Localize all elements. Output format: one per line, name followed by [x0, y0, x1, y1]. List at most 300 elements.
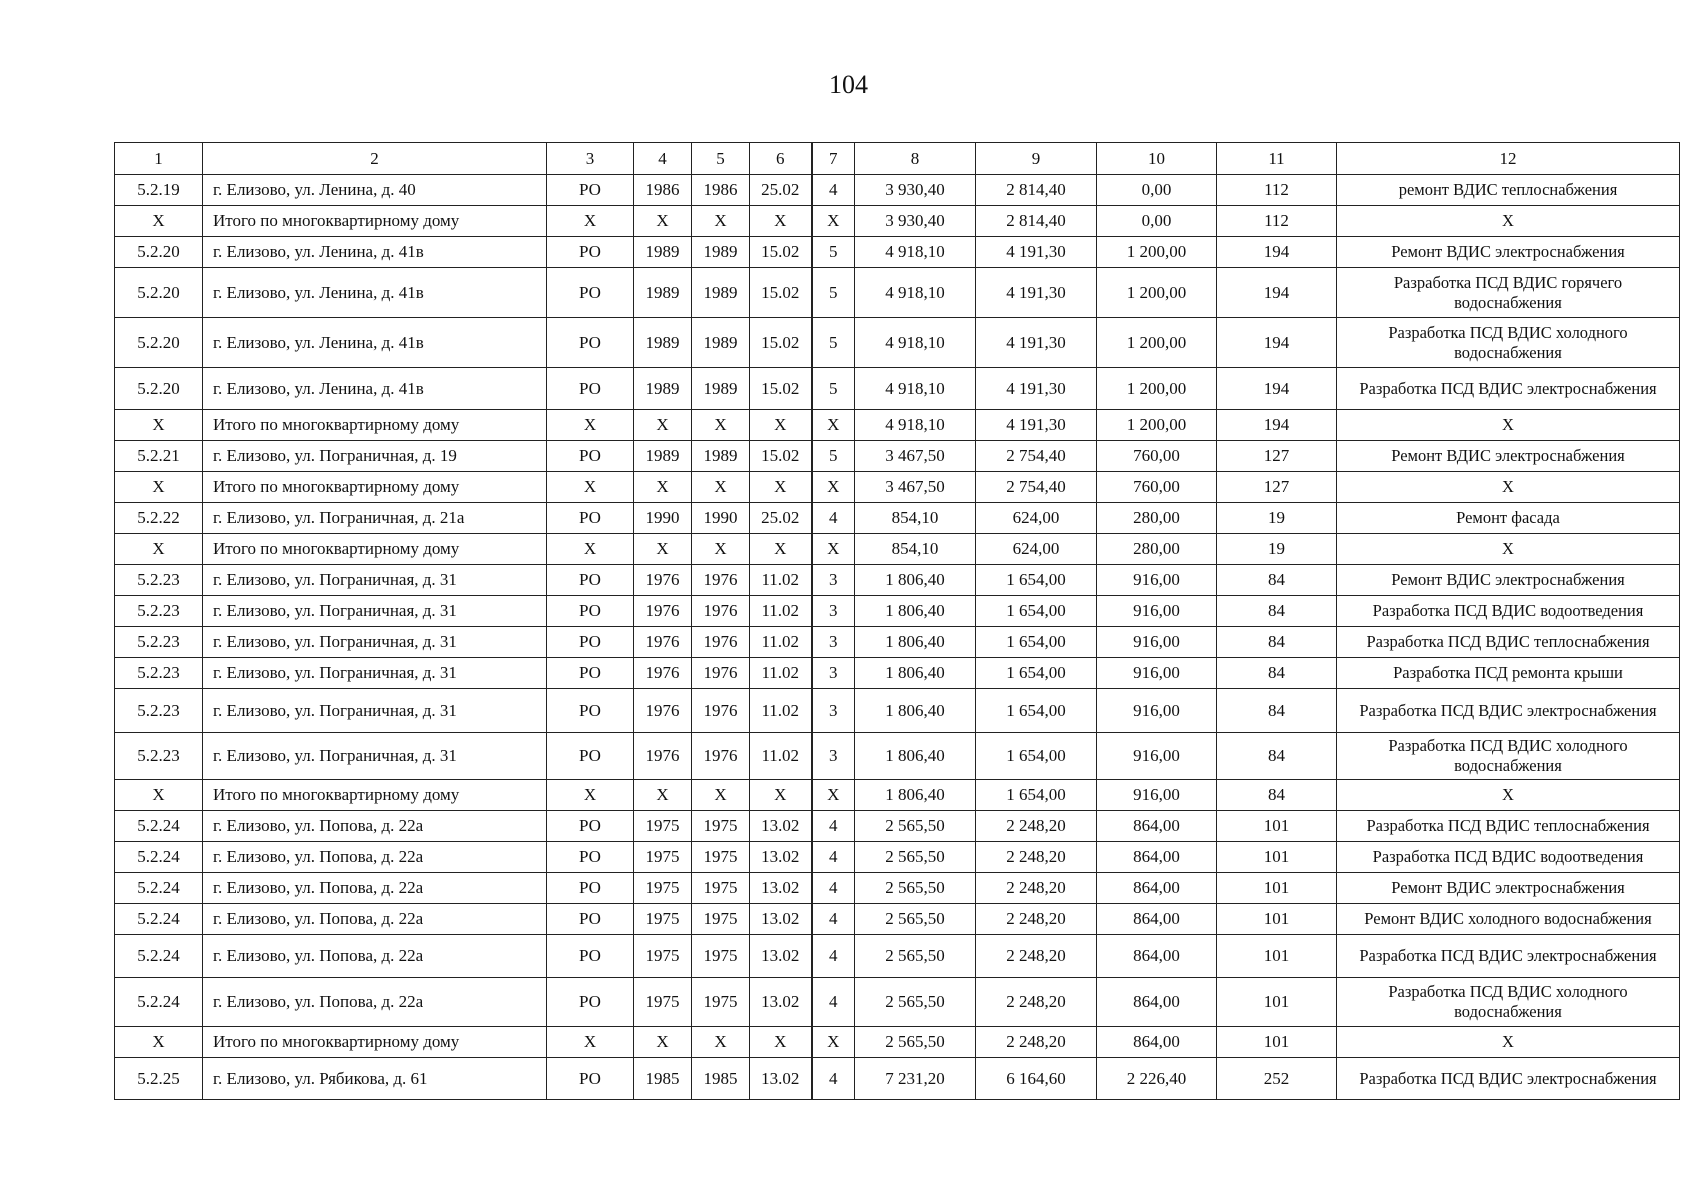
- residential-area-cell: 2 248,20: [976, 842, 1097, 873]
- residential-area-cell: 624,00: [976, 534, 1097, 565]
- total-area-cell: 854,10: [855, 534, 976, 565]
- floors-cell: 3: [812, 565, 855, 596]
- address-cell: г. Елизово, ул. Пограничная, д. 21а: [203, 503, 547, 534]
- work-type-cell: Ремонт ВДИС холодного водоснабжения: [1337, 904, 1680, 935]
- work-type-cell: Разработка ПСД ВДИС холодного водоснабжения: [1337, 318, 1680, 368]
- year-built-cell: 1975: [634, 904, 692, 935]
- floors-cell: X: [812, 534, 855, 565]
- residents-count-cell: 101: [1217, 978, 1337, 1027]
- owner-type-cell: РО: [547, 441, 634, 472]
- work-type-cell: X: [1337, 534, 1680, 565]
- year-built-cell: 1976: [634, 733, 692, 780]
- repair-program-table: [114, 142, 1680, 1100]
- item-number-cell: 5.2.22: [115, 503, 203, 534]
- residential-area-cell: 1 654,00: [976, 627, 1097, 658]
- year-commissioned-cell: 1989: [692, 268, 750, 318]
- table-row: [115, 904, 1680, 935]
- column-header-1: 1: [115, 143, 203, 175]
- nonresidential-area-cell: 1 200,00: [1097, 410, 1217, 441]
- address-cell: Итого по многоквартирному дому: [203, 206, 547, 237]
- subtotal-row: [115, 534, 1680, 565]
- work-type-cell: Ремонт ВДИС электроснабжения: [1337, 441, 1680, 472]
- item-number-cell: 5.2.23: [115, 565, 203, 596]
- nonresidential-area-cell: 864,00: [1097, 873, 1217, 904]
- owner-type-cell: РО: [547, 978, 634, 1027]
- year-built-cell: 1989: [634, 318, 692, 368]
- floors-cell: 4: [812, 935, 855, 978]
- year-commissioned-cell: X: [692, 534, 750, 565]
- address-cell: г. Елизово, ул. Ленина, д. 41в: [203, 268, 547, 318]
- work-type-cell: Ремонт ВДИС электроснабжения: [1337, 237, 1680, 268]
- climate-zone-cell: 13.02: [750, 978, 812, 1027]
- floors-cell: 4: [812, 904, 855, 935]
- table-row: [115, 658, 1680, 689]
- residents-count-cell: 127: [1217, 441, 1337, 472]
- climate-zone-cell: 13.02: [750, 873, 812, 904]
- nonresidential-area-cell: 864,00: [1097, 978, 1217, 1027]
- item-number-cell: 5.2.23: [115, 689, 203, 733]
- year-commissioned-cell: X: [692, 472, 750, 503]
- year-commissioned-cell: 1976: [692, 733, 750, 780]
- work-type-cell: Разработка ПСД ВДИС горячего водоснабжения: [1337, 268, 1680, 318]
- column-number-row: [115, 143, 1680, 175]
- nonresidential-area-cell: 916,00: [1097, 565, 1217, 596]
- residential-area-cell: 2 248,20: [976, 1027, 1097, 1058]
- column-header-10: 10: [1097, 143, 1217, 175]
- climate-zone-cell: 15.02: [750, 268, 812, 318]
- work-type-cell: Разработка ПСД ВДИС водоотведения: [1337, 596, 1680, 627]
- address-cell: г. Елизово, ул. Попова, д. 22а: [203, 978, 547, 1027]
- climate-zone-cell: 11.02: [750, 733, 812, 780]
- owner-type-cell: РО: [547, 842, 634, 873]
- year-commissioned-cell: 1976: [692, 658, 750, 689]
- residents-count-cell: 101: [1217, 842, 1337, 873]
- work-type-cell: Разработка ПСД ВДИС электроснабжения: [1337, 689, 1680, 733]
- table-header: [115, 143, 1680, 175]
- year-commissioned-cell: 1976: [692, 596, 750, 627]
- residential-area-cell: 1 654,00: [976, 689, 1097, 733]
- nonresidential-area-cell: 864,00: [1097, 842, 1217, 873]
- column-header-5: 5: [692, 143, 750, 175]
- total-area-cell: 7 231,20: [855, 1058, 976, 1100]
- residential-area-cell: 2 814,40: [976, 206, 1097, 237]
- column-header-6: 6: [750, 143, 812, 175]
- address-cell: Итого по многоквартирному дому: [203, 472, 547, 503]
- address-cell: г. Елизово, ул. Пограничная, д. 31: [203, 627, 547, 658]
- year-commissioned-cell: 1975: [692, 904, 750, 935]
- item-number-cell: 5.2.24: [115, 935, 203, 978]
- year-commissioned-cell: X: [692, 206, 750, 237]
- work-type-cell: Разработка ПСД ВДИС водоотведения: [1337, 842, 1680, 873]
- climate-zone-cell: 13.02: [750, 904, 812, 935]
- residents-count-cell: 84: [1217, 627, 1337, 658]
- residents-count-cell: 194: [1217, 318, 1337, 368]
- residential-area-cell: 2 814,40: [976, 175, 1097, 206]
- column-header-4: 4: [634, 143, 692, 175]
- year-built-cell: 1989: [634, 441, 692, 472]
- owner-type-cell: РО: [547, 368, 634, 410]
- residents-count-cell: 112: [1217, 206, 1337, 237]
- table-row: [115, 811, 1680, 842]
- subtotal-row: [115, 1027, 1680, 1058]
- climate-zone-cell: 25.02: [750, 503, 812, 534]
- year-built-cell: 1989: [634, 368, 692, 410]
- residential-area-cell: 2 248,20: [976, 935, 1097, 978]
- item-number-cell: 5.2.19: [115, 175, 203, 206]
- floors-cell: 5: [812, 441, 855, 472]
- nonresidential-area-cell: 916,00: [1097, 627, 1217, 658]
- address-cell: г. Елизово, ул. Попова, д. 22а: [203, 842, 547, 873]
- year-built-cell: 1989: [634, 237, 692, 268]
- work-type-cell: Разработка ПСД ВДИС холодного водоснабжения: [1337, 733, 1680, 780]
- floors-cell: X: [812, 472, 855, 503]
- owner-type-cell: X: [547, 780, 634, 811]
- year-built-cell: 1975: [634, 842, 692, 873]
- nonresidential-area-cell: 916,00: [1097, 658, 1217, 689]
- climate-zone-cell: 11.02: [750, 596, 812, 627]
- item-number-cell: 5.2.20: [115, 237, 203, 268]
- floors-cell: 3: [812, 689, 855, 733]
- climate-zone-cell: X: [750, 410, 812, 441]
- address-cell: г. Елизово, ул. Пограничная, д. 31: [203, 658, 547, 689]
- nonresidential-area-cell: 280,00: [1097, 534, 1217, 565]
- year-commissioned-cell: 1985: [692, 1058, 750, 1100]
- table-row: [115, 596, 1680, 627]
- total-area-cell: 854,10: [855, 503, 976, 534]
- residents-count-cell: 101: [1217, 935, 1337, 978]
- residents-count-cell: 101: [1217, 1027, 1337, 1058]
- total-area-cell: 2 565,50: [855, 904, 976, 935]
- table-row: [115, 689, 1680, 733]
- climate-zone-cell: X: [750, 780, 812, 811]
- table-row: [115, 368, 1680, 410]
- subtotal-row: [115, 410, 1680, 441]
- year-commissioned-cell: 1989: [692, 318, 750, 368]
- item-number-cell: X: [115, 410, 203, 441]
- year-commissioned-cell: 1989: [692, 237, 750, 268]
- table-body: [115, 175, 1680, 1100]
- total-area-cell: 4 918,10: [855, 410, 976, 441]
- residential-area-cell: 4 191,30: [976, 410, 1097, 441]
- floors-cell: 4: [812, 503, 855, 534]
- floors-cell: 4: [812, 842, 855, 873]
- floors-cell: 5: [812, 368, 855, 410]
- item-number-cell: 5.2.24: [115, 978, 203, 1027]
- climate-zone-cell: 15.02: [750, 237, 812, 268]
- year-built-cell: 1976: [634, 596, 692, 627]
- column-header-7: 7: [812, 143, 855, 175]
- climate-zone-cell: X: [750, 472, 812, 503]
- owner-type-cell: РО: [547, 904, 634, 935]
- nonresidential-area-cell: 1 200,00: [1097, 368, 1217, 410]
- column-header-9: 9: [976, 143, 1097, 175]
- residents-count-cell: 194: [1217, 237, 1337, 268]
- work-type-cell: Ремонт фасада: [1337, 503, 1680, 534]
- nonresidential-area-cell: 864,00: [1097, 904, 1217, 935]
- residential-area-cell: 2 248,20: [976, 873, 1097, 904]
- year-built-cell: X: [634, 780, 692, 811]
- climate-zone-cell: 11.02: [750, 627, 812, 658]
- table-row: [115, 873, 1680, 904]
- nonresidential-area-cell: 0,00: [1097, 175, 1217, 206]
- work-type-cell: Разработка ПСД ремонта крыши: [1337, 658, 1680, 689]
- floors-cell: 5: [812, 268, 855, 318]
- item-number-cell: X: [115, 534, 203, 565]
- item-number-cell: 5.2.20: [115, 268, 203, 318]
- climate-zone-cell: 13.02: [750, 811, 812, 842]
- total-area-cell: 4 918,10: [855, 368, 976, 410]
- residents-count-cell: 84: [1217, 596, 1337, 627]
- year-commissioned-cell: X: [692, 780, 750, 811]
- year-built-cell: X: [634, 534, 692, 565]
- total-area-cell: 1 806,40: [855, 658, 976, 689]
- item-number-cell: 5.2.21: [115, 441, 203, 472]
- owner-type-cell: РО: [547, 503, 634, 534]
- work-type-cell: Ремонт ВДИС электроснабжения: [1337, 565, 1680, 596]
- floors-cell: 4: [812, 978, 855, 1027]
- address-cell: г. Елизово, ул. Попова, д. 22а: [203, 935, 547, 978]
- item-number-cell: 5.2.23: [115, 627, 203, 658]
- year-commissioned-cell: 1975: [692, 842, 750, 873]
- nonresidential-area-cell: 916,00: [1097, 596, 1217, 627]
- climate-zone-cell: 15.02: [750, 318, 812, 368]
- year-commissioned-cell: 1975: [692, 873, 750, 904]
- owner-type-cell: РО: [547, 627, 634, 658]
- nonresidential-area-cell: 280,00: [1097, 503, 1217, 534]
- climate-zone-cell: X: [750, 1027, 812, 1058]
- year-commissioned-cell: X: [692, 410, 750, 441]
- residents-count-cell: 84: [1217, 565, 1337, 596]
- year-built-cell: 1989: [634, 268, 692, 318]
- residents-count-cell: 101: [1217, 873, 1337, 904]
- address-cell: г. Елизово, ул. Ленина, д. 40: [203, 175, 547, 206]
- item-number-cell: 5.2.24: [115, 873, 203, 904]
- nonresidential-area-cell: 1 200,00: [1097, 268, 1217, 318]
- work-type-cell: X: [1337, 1027, 1680, 1058]
- floors-cell: X: [812, 780, 855, 811]
- item-number-cell: 5.2.23: [115, 733, 203, 780]
- item-number-cell: X: [115, 780, 203, 811]
- address-cell: г. Елизово, ул. Пограничная, д. 31: [203, 565, 547, 596]
- year-commissioned-cell: 1989: [692, 368, 750, 410]
- item-number-cell: 5.2.23: [115, 658, 203, 689]
- total-area-cell: 3 930,40: [855, 175, 976, 206]
- residents-count-cell: 112: [1217, 175, 1337, 206]
- year-built-cell: 1975: [634, 978, 692, 1027]
- residential-area-cell: 1 654,00: [976, 658, 1097, 689]
- residential-area-cell: 4 191,30: [976, 268, 1097, 318]
- table-row: [115, 503, 1680, 534]
- owner-type-cell: РО: [547, 1058, 634, 1100]
- floors-cell: 3: [812, 658, 855, 689]
- address-cell: г. Елизово, ул. Рябикова, д. 61: [203, 1058, 547, 1100]
- item-number-cell: 5.2.24: [115, 811, 203, 842]
- climate-zone-cell: 11.02: [750, 658, 812, 689]
- table-row: [115, 627, 1680, 658]
- column-header-3: 3: [547, 143, 634, 175]
- owner-type-cell: X: [547, 534, 634, 565]
- residents-count-cell: 194: [1217, 410, 1337, 441]
- owner-type-cell: X: [547, 410, 634, 441]
- total-area-cell: 1 806,40: [855, 780, 976, 811]
- climate-zone-cell: X: [750, 534, 812, 565]
- year-commissioned-cell: 1975: [692, 811, 750, 842]
- residents-count-cell: 84: [1217, 733, 1337, 780]
- total-area-cell: 2 565,50: [855, 873, 976, 904]
- nonresidential-area-cell: 760,00: [1097, 472, 1217, 503]
- nonresidential-area-cell: 1 200,00: [1097, 237, 1217, 268]
- item-number-cell: 5.2.20: [115, 368, 203, 410]
- address-cell: г. Елизово, ул. Ленина, д. 41в: [203, 318, 547, 368]
- climate-zone-cell: 13.02: [750, 935, 812, 978]
- total-area-cell: 3 467,50: [855, 472, 976, 503]
- subtotal-row: [115, 206, 1680, 237]
- residential-area-cell: 4 191,30: [976, 368, 1097, 410]
- year-built-cell: X: [634, 410, 692, 441]
- year-built-cell: 1976: [634, 689, 692, 733]
- work-type-cell: Разработка ПСД ВДИС электроснабжения: [1337, 368, 1680, 410]
- item-number-cell: 5.2.24: [115, 904, 203, 935]
- table-row: [115, 441, 1680, 472]
- climate-zone-cell: 15.02: [750, 368, 812, 410]
- nonresidential-area-cell: 916,00: [1097, 733, 1217, 780]
- address-cell: Итого по многоквартирному дому: [203, 410, 547, 441]
- year-commissioned-cell: 1976: [692, 565, 750, 596]
- total-area-cell: 4 918,10: [855, 318, 976, 368]
- year-commissioned-cell: 1990: [692, 503, 750, 534]
- year-commissioned-cell: 1989: [692, 441, 750, 472]
- subtotal-row: [115, 780, 1680, 811]
- total-area-cell: 1 806,40: [855, 733, 976, 780]
- year-built-cell: 1976: [634, 565, 692, 596]
- owner-type-cell: РО: [547, 175, 634, 206]
- item-number-cell: X: [115, 472, 203, 503]
- work-type-cell: X: [1337, 206, 1680, 237]
- floors-cell: 4: [812, 811, 855, 842]
- nonresidential-area-cell: 864,00: [1097, 811, 1217, 842]
- residential-area-cell: 2 248,20: [976, 978, 1097, 1027]
- year-commissioned-cell: 1986: [692, 175, 750, 206]
- residents-count-cell: 101: [1217, 904, 1337, 935]
- table-row: [115, 318, 1680, 368]
- work-type-cell: ремонт ВДИС теплоснабжения: [1337, 175, 1680, 206]
- table-row: [115, 935, 1680, 978]
- total-area-cell: 3 930,40: [855, 206, 976, 237]
- work-type-cell: Разработка ПСД ВДИС электроснабжения: [1337, 1058, 1680, 1100]
- residential-area-cell: 624,00: [976, 503, 1097, 534]
- table-row: [115, 237, 1680, 268]
- nonresidential-area-cell: 0,00: [1097, 206, 1217, 237]
- subtotal-row: [115, 472, 1680, 503]
- residential-area-cell: 4 191,30: [976, 237, 1097, 268]
- table-row: [115, 268, 1680, 318]
- residents-count-cell: 84: [1217, 780, 1337, 811]
- total-area-cell: 2 565,50: [855, 978, 976, 1027]
- climate-zone-cell: X: [750, 206, 812, 237]
- year-commissioned-cell: 1976: [692, 689, 750, 733]
- climate-zone-cell: 15.02: [750, 441, 812, 472]
- year-commissioned-cell: 1975: [692, 935, 750, 978]
- residents-count-cell: 101: [1217, 811, 1337, 842]
- residents-count-cell: 252: [1217, 1058, 1337, 1100]
- floors-cell: X: [812, 206, 855, 237]
- nonresidential-area-cell: 1 200,00: [1097, 318, 1217, 368]
- total-area-cell: 2 565,50: [855, 1027, 976, 1058]
- work-type-cell: Разработка ПСД ВДИС холодного водоснабжения: [1337, 978, 1680, 1027]
- nonresidential-area-cell: 864,00: [1097, 935, 1217, 978]
- work-type-cell: X: [1337, 410, 1680, 441]
- column-header-8: 8: [855, 143, 976, 175]
- floors-cell: 4: [812, 1058, 855, 1100]
- owner-type-cell: РО: [547, 268, 634, 318]
- floors-cell: X: [812, 1027, 855, 1058]
- owner-type-cell: РО: [547, 565, 634, 596]
- year-commissioned-cell: 1976: [692, 627, 750, 658]
- address-cell: г. Елизово, ул. Пограничная, д. 31: [203, 733, 547, 780]
- year-built-cell: X: [634, 206, 692, 237]
- residential-area-cell: 6 164,60: [976, 1058, 1097, 1100]
- total-area-cell: 4 918,10: [855, 268, 976, 318]
- floors-cell: 5: [812, 237, 855, 268]
- residential-area-cell: 4 191,30: [976, 318, 1097, 368]
- owner-type-cell: X: [547, 1027, 634, 1058]
- nonresidential-area-cell: 864,00: [1097, 1027, 1217, 1058]
- residents-count-cell: 194: [1217, 368, 1337, 410]
- item-number-cell: X: [115, 206, 203, 237]
- table-row: [115, 565, 1680, 596]
- residential-area-cell: 1 654,00: [976, 565, 1097, 596]
- table-row: [115, 1058, 1680, 1100]
- year-commissioned-cell: X: [692, 1027, 750, 1058]
- year-built-cell: 1975: [634, 935, 692, 978]
- address-cell: г. Елизово, ул. Ленина, д. 41в: [203, 237, 547, 268]
- residential-area-cell: 1 654,00: [976, 596, 1097, 627]
- nonresidential-area-cell: 916,00: [1097, 780, 1217, 811]
- address-cell: г. Елизово, ул. Ленина, д. 41в: [203, 368, 547, 410]
- year-built-cell: 1975: [634, 873, 692, 904]
- total-area-cell: 2 565,50: [855, 842, 976, 873]
- floors-cell: 4: [812, 175, 855, 206]
- residents-count-cell: 194: [1217, 268, 1337, 318]
- owner-type-cell: РО: [547, 237, 634, 268]
- total-area-cell: 1 806,40: [855, 689, 976, 733]
- table-row: [115, 733, 1680, 780]
- year-built-cell: X: [634, 472, 692, 503]
- table-row: [115, 175, 1680, 206]
- floors-cell: 4: [812, 873, 855, 904]
- floors-cell: 3: [812, 596, 855, 627]
- total-area-cell: 4 918,10: [855, 237, 976, 268]
- address-cell: Итого по многоквартирному дому: [203, 1027, 547, 1058]
- column-header-12: 12: [1337, 143, 1680, 175]
- address-cell: Итого по многоквартирному дому: [203, 780, 547, 811]
- item-number-cell: 5.2.25: [115, 1058, 203, 1100]
- floors-cell: 5: [812, 318, 855, 368]
- address-cell: г. Елизово, ул. Пограничная, д. 31: [203, 596, 547, 627]
- owner-type-cell: РО: [547, 596, 634, 627]
- floors-cell: 3: [812, 733, 855, 780]
- year-commissioned-cell: 1975: [692, 978, 750, 1027]
- owner-type-cell: X: [547, 206, 634, 237]
- total-area-cell: 2 565,50: [855, 811, 976, 842]
- item-number-cell: 5.2.23: [115, 596, 203, 627]
- nonresidential-area-cell: 760,00: [1097, 441, 1217, 472]
- owner-type-cell: X: [547, 472, 634, 503]
- owner-type-cell: РО: [547, 318, 634, 368]
- residential-area-cell: 2 248,20: [976, 904, 1097, 935]
- work-type-cell: Разработка ПСД ВДИС электроснабжения: [1337, 935, 1680, 978]
- work-type-cell: Разработка ПСД ВДИС теплоснабжения: [1337, 811, 1680, 842]
